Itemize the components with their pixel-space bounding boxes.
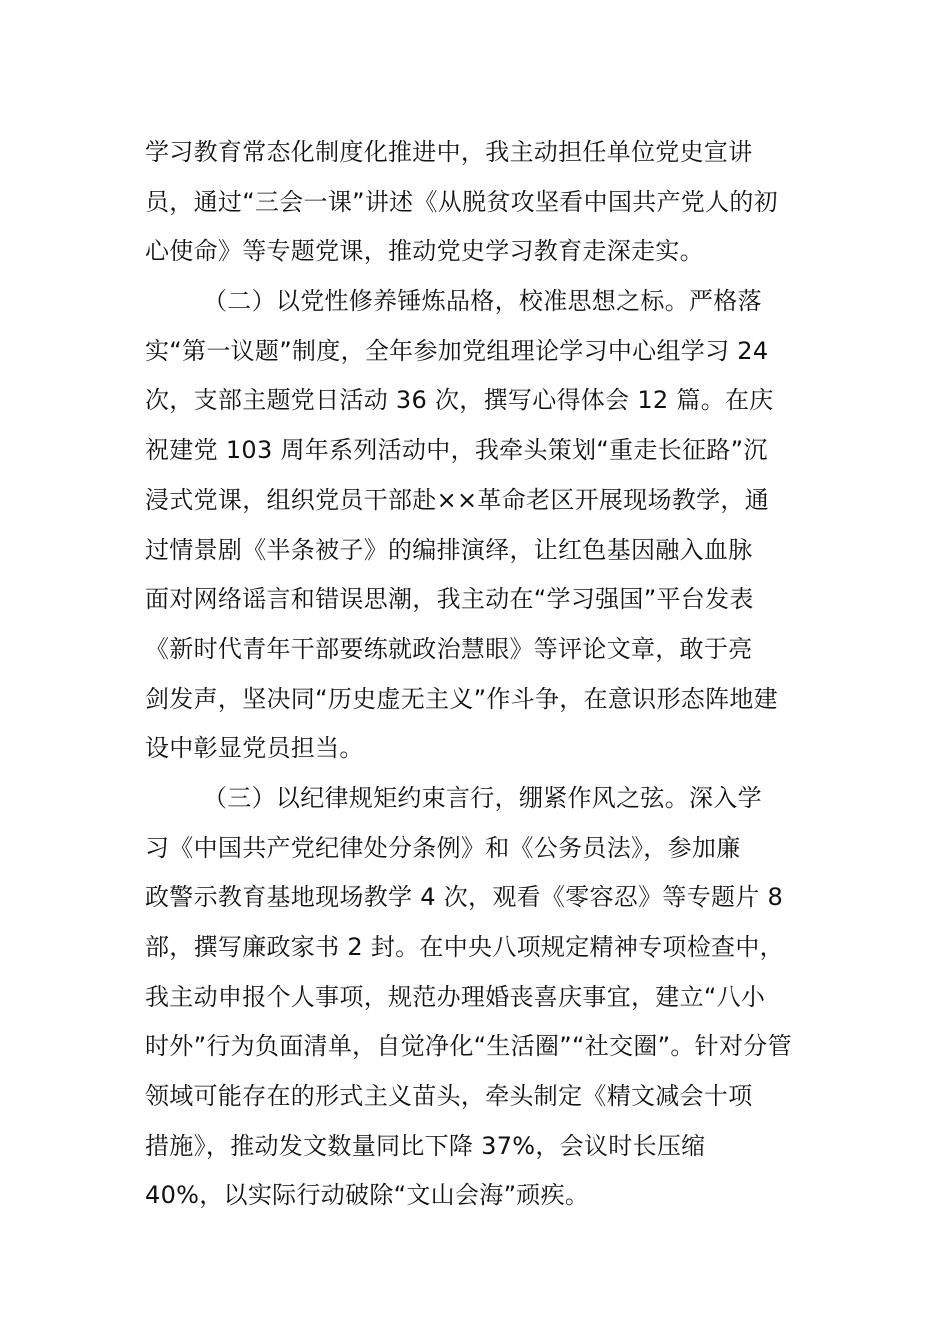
text-line: 40%，以实际行动破除“文山会海”顽疾。 (145, 1181, 590, 1210)
section-heading-line: （二）以党性修养锤炼品格，校准思想之标。严格落 (203, 287, 762, 316)
text-line: 祝建党 103 周年系列活动中，我牵头策划“重走长征路”沉 (145, 436, 768, 465)
text-line: 部，撰写廉政家书 2 封。在中央八项规定精神专项检查中， (145, 933, 784, 961)
text-line: 时外”行为负面清单，自觉净化“生活圈”“社交圈”。针对分管 (145, 1032, 792, 1061)
text-line: 措施》，推动发文数量同比下降 37%，会议时长压缩 (145, 1131, 706, 1160)
text-line: 设中彰显党员担当。 (145, 734, 364, 763)
text-line: 《新时代青年干部要练就政治慧眼》等评论文章，敢于亮 (145, 634, 753, 663)
text-line: 学习教育常态化制度化推进中，我主动担任单位党史宣讲 (145, 138, 753, 166)
text-line: 心使命》等专题党课，推动党史学习教育走深走实。 (145, 237, 704, 266)
text-line: 浸式党课，组织党员干部赴××革命老区开展现场教学，通 (145, 485, 770, 514)
text-line: 我主动申报个人事项，规范办理婚丧喜庆事宜，建立“八小 (145, 982, 766, 1011)
text-line: 次，支部主题党日活动 36 次，撰写心得体会 12 篇。在庆 (145, 386, 774, 415)
text-line: 面对网络谣言和错误思潮，我主动在“学习强国”平台发表 (145, 585, 754, 614)
section-heading-line: （三）以纪律规矩约束言行，绷紧作风之弦。深入学 (203, 783, 762, 812)
text-line: 实“第一议题”制度，全年参加党组理论学习中心组学习 24 (145, 336, 769, 365)
text-line: 习《中国共产党纪律处分条例》和《公务员法》，参加廉 (145, 833, 741, 862)
text-line: 过情景剧《半条被子》的编排演绎，让红色基因融入血脉 (145, 535, 753, 564)
text-line: 政警示教育基地现场教学 4 次，观看《零容忍》等专题片 8 (145, 883, 784, 912)
text-line: 员，通过“三会一课”讲述《从脱贫攻坚看中国共产党人的初 (145, 187, 778, 216)
text-line: 领域可能存在的形式主义苗头，牵头制定《精文减会十项 (145, 1082, 753, 1111)
text-line: 剑发声，坚决同“历史虚无主义”作斗争，在意识形态阵地建 (145, 684, 778, 713)
body-text (145, 128, 835, 1221)
